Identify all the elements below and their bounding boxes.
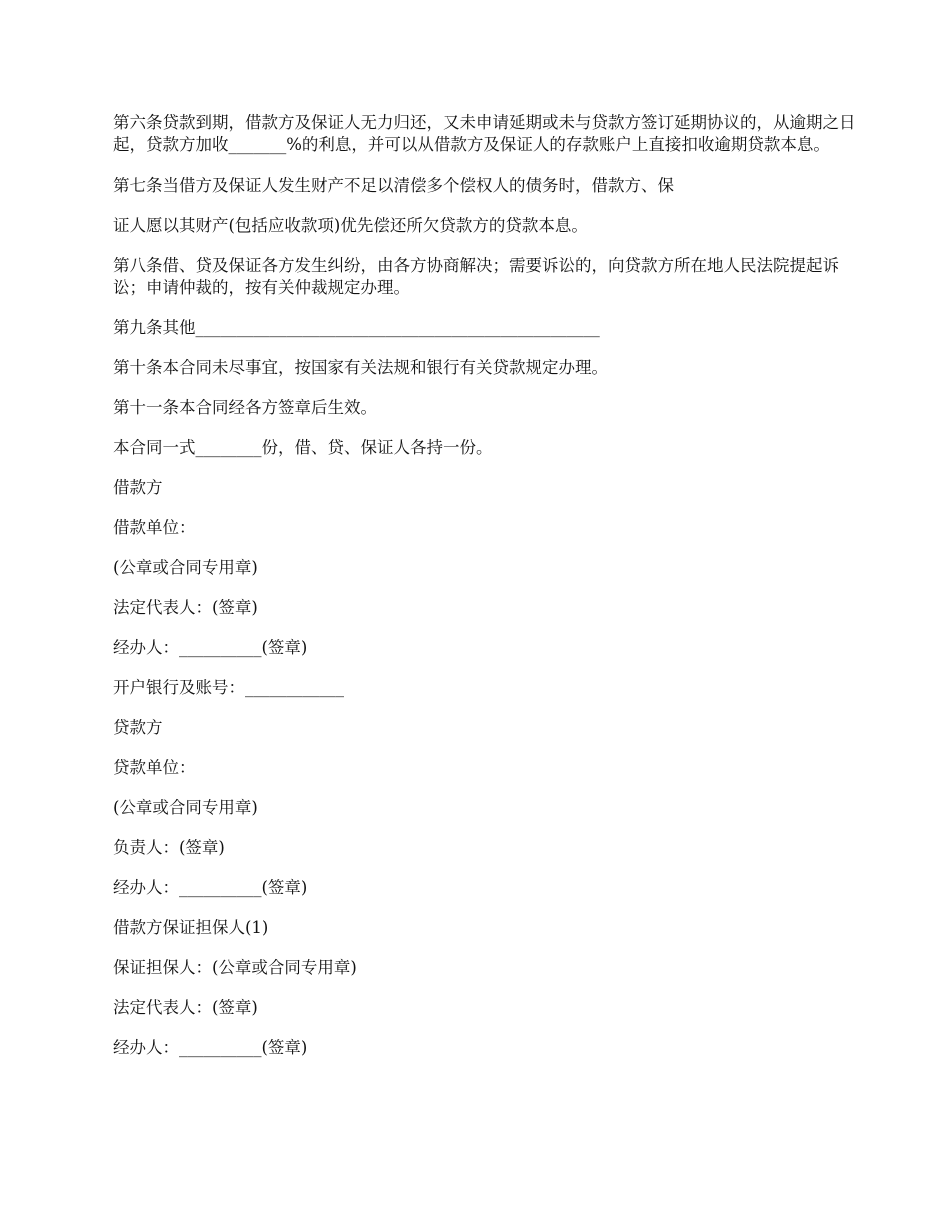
borrower-bank-account: 开户银行及账号：____________ (113, 678, 344, 697)
lender-unit: 贷款单位： (113, 758, 196, 777)
borrower-unit: 借款单位： (113, 518, 196, 537)
clause-9: 第九条其他_________________________________________________ (113, 318, 600, 337)
clause-7-part-1: 第七条当借方及保证人发生财产不足以清偿多个偿权人的债务时，借款方、保 (113, 176, 674, 195)
copies-line: 本合同一式________份，借、贷、保证人各持一份。 (113, 438, 493, 457)
clause-8: 第八条借、贷及保证各方发生纠纷，由各方协商解决；需要诉讼的，向贷款方所在地人民法院提起诉讼；申请仲裁的，按有关仲裁规定办理。 (113, 256, 839, 297)
lender-seal: (公章或合同专用章) (113, 798, 258, 817)
clause-6: 第六条贷款到期，借款方及保证人无力归还，又未申请延期或未与贷款方签订延期协议的，从逾期之日起，贷款方加收_______%的利息，并可以从借款方及保证人的存款账户上直接扣收逾期贷款本息。 (113, 113, 856, 154)
clause-7-part-2: 证人愿以其财产(包括应收款项)优先偿还所欠贷款方的贷款本息。 (113, 216, 588, 235)
guarantor-seal: 保证担保人：(公章或合同专用章) (113, 958, 357, 977)
borrower-seal: (公章或合同专用章) (113, 558, 258, 577)
borrower-agent: 经办人：__________(签章) (113, 638, 308, 657)
borrower-legal-rep: 法定代表人：(签章) (113, 598, 258, 617)
clause-11: 第十一条本合同经各方签章后生效。 (113, 398, 377, 417)
lender-agent: 经办人：__________(签章) (113, 878, 308, 897)
guarantor-agent: 经办人：__________(签章) (113, 1038, 308, 1057)
lender-responsible-person: 负责人：(签章) (113, 838, 225, 857)
document-page (113, 112, 863, 1059)
guarantor-heading: 借款方保证担保人(1) (113, 918, 269, 937)
guarantor-legal-rep: 法定代表人：(签章) (113, 998, 258, 1017)
clause-10: 第十条本合同未尽事宜，按国家有关法规和银行有关贷款规定办理。 (113, 358, 608, 377)
borrower-heading: 借款方 (113, 478, 163, 497)
lender-heading: 贷款方 (113, 718, 163, 737)
